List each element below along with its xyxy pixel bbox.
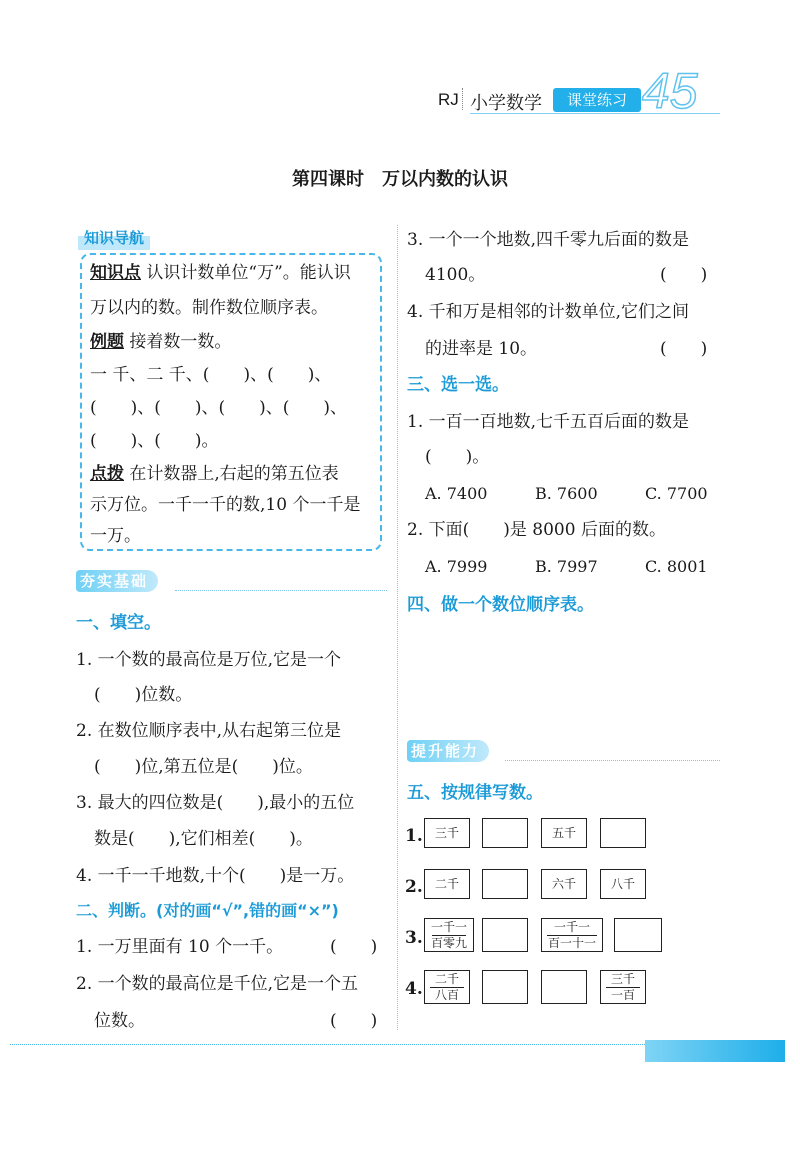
s1-q3-line2: 数是( ),它们相差( )。 — [94, 829, 313, 849]
s5-row3-box2[interactable] — [482, 918, 528, 952]
section4-title: 四、做一个数位顺序表。 — [407, 595, 594, 615]
page-number: 45 — [642, 63, 698, 119]
s5-row4-number: 4. — [405, 979, 423, 999]
s3-q1-option-a: A. 7400 — [425, 484, 488, 503]
s2-q3-line1: 3. 一个一个地数,四千零九后面的数是 — [407, 230, 690, 250]
s5-row3-number: 3. — [405, 928, 423, 948]
footer-dotted-rule — [10, 1044, 645, 1045]
s1-q1-line2: ( )位数。 — [94, 685, 193, 705]
example — [90, 331, 231, 353]
s5-row4-box2[interactable] — [482, 970, 528, 1004]
s5-row1-box3: 五千 — [541, 818, 587, 848]
s3-q1-option-b: B. 7600 — [535, 484, 598, 503]
s2-q2-line2: 位数。 — [94, 1011, 145, 1031]
s5-row3-box1: 一千一 百零九 — [424, 918, 474, 952]
example-label: 例题 — [90, 332, 124, 352]
s5-row2-box3: 六千 — [541, 869, 587, 899]
tip-line2: 示万位。一千一千的数,10 个一千是 — [90, 495, 361, 515]
example-line2: ( )、( )、( )、( )、 — [90, 398, 348, 418]
s5-row3-box4[interactable] — [614, 918, 662, 952]
s1-q2-line2: ( )位,第五位是( )位。 — [94, 757, 313, 777]
section2-title: 二、判断。(对的画“√”,错的画“×”) — [76, 901, 339, 920]
s3-q1-option-c: C. 7700 — [645, 484, 708, 503]
ribbon-advanced: 提升能力 — [407, 740, 489, 762]
section5-title: 五、按规律写数。 — [407, 783, 543, 803]
s2-q1-blank: ( ) — [330, 937, 378, 957]
s1-q2-line1: 2. 在数位顺序表中,从右起第三位是 — [76, 721, 342, 741]
s3-q1-line1: 1. 一百一百地数,七千五百后面的数是 — [407, 412, 690, 432]
s2-q2-blank: ( ) — [330, 1011, 378, 1031]
example-text: 接着数一数。 — [124, 332, 232, 352]
knowledge-point-line2: 万以内的数。制作数位顺序表。 — [90, 298, 328, 318]
s3-q2-option-a: A. 7999 — [425, 557, 488, 576]
s2-q3-blank: ( ) — [660, 265, 708, 285]
knowledge-nav-label: 知识导航 — [78, 225, 150, 250]
example-line1: 一 千、二 千、( )、( )、 — [90, 365, 332, 385]
s2-q1: 1. 一万里面有 10 个一千。 — [76, 937, 284, 957]
s1-q1-line1: 1. 一个数的最高位是万位,它是一个 — [76, 650, 342, 670]
s5-row2-number: 2. — [405, 877, 423, 897]
lesson-title: 第四课时 万以内数的认识 — [292, 169, 508, 190]
knowledge-point-label: 知识点 — [90, 263, 141, 283]
s2-q2-line1: 2. 一个数的最高位是千位,它是一个五 — [76, 974, 359, 994]
s5-row2-box4: 八千 — [600, 869, 646, 899]
series-code: RJ — [438, 90, 459, 109]
footer-accent-bar — [645, 1040, 785, 1062]
tip-line3: 一万。 — [90, 526, 141, 546]
s5-row3-box3: 一千一 百一十一 — [541, 918, 603, 952]
tip — [90, 463, 339, 485]
column-divider — [397, 225, 398, 1030]
header-rule — [470, 113, 720, 114]
s5-row4-box4: 三千 一百 — [600, 970, 646, 1004]
s5-row2-box1: 二千 — [424, 869, 470, 899]
practice-badge: 课堂练习 — [553, 88, 641, 112]
tip-text: 在计数器上,右起的第五位表 — [124, 464, 339, 484]
s3-q1-line2: ( )。 — [425, 447, 490, 467]
s5-row2-box2[interactable] — [482, 869, 528, 899]
tip-label: 点拨 — [90, 464, 124, 484]
s2-q4-line1: 4. 千和万是相邻的计数单位,它们之间 — [407, 302, 690, 322]
example-line3: ( )、( )。 — [90, 431, 219, 451]
section1-title: 一、填空。 — [76, 613, 161, 633]
ribbon-advanced-line — [505, 760, 720, 761]
s3-q2-option-b: B. 7997 — [535, 557, 598, 576]
s3-q2-option-c: C. 8001 — [645, 557, 708, 576]
s2-q4-line2: 的进率是 10。 — [425, 339, 538, 359]
header-divider — [462, 88, 463, 110]
s5-row1-box2[interactable] — [482, 818, 528, 848]
section3-title: 三、选一选。 — [407, 375, 509, 395]
s2-q3-line2: 4100。 — [425, 265, 486, 285]
ribbon-basic-line — [175, 590, 387, 591]
knowledge-point — [90, 262, 351, 284]
s5-row4-box1: 二千 八百 — [424, 970, 470, 1004]
s5-row1-box1: 三千 — [424, 818, 470, 848]
s2-q4-blank: ( ) — [660, 339, 708, 359]
s5-row4-box3[interactable] — [541, 970, 587, 1004]
knowledge-point-text: 认识计数单位“万”。能认识 — [141, 263, 351, 283]
s5-row1-box4[interactable] — [600, 818, 646, 848]
s1-q4: 4. 一千一千地数,十个( )是一万。 — [76, 866, 355, 886]
ribbon-basic: 夯实基础 — [76, 570, 158, 592]
s1-q3-line1: 3. 最大的四位数是( ),最小的五位 — [76, 793, 355, 813]
s5-row1-number: 1. — [405, 826, 423, 846]
s3-q2: 2. 下面( )是 8000 后面的数。 — [407, 520, 666, 540]
subject-title: 小学数学 — [470, 93, 542, 114]
